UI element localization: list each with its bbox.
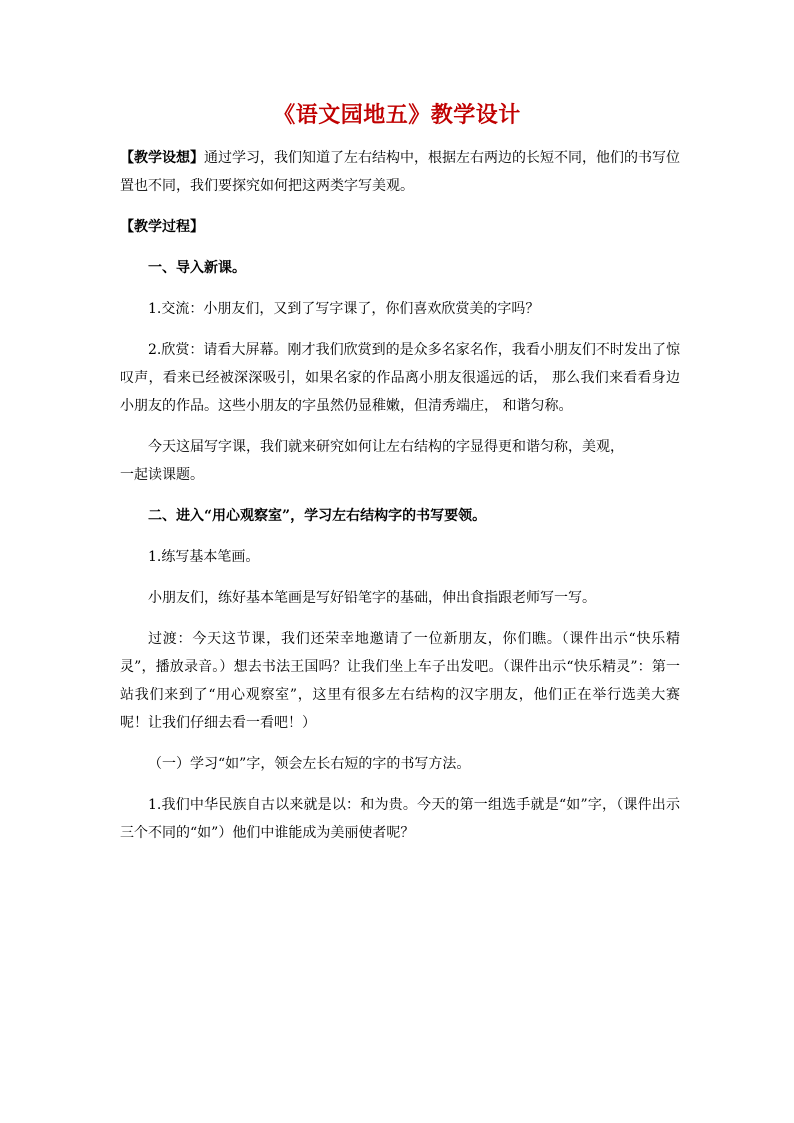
section1-today-paragraph (120, 433, 680, 489)
design-text: 通过学习，我们知道了左右结构中，根据左右两边的长短不同，他们的书写位置也不同，我们要探究如何把这两类字写美观。 (120, 150, 680, 194)
section1-item-1: 1.交流：小朋友们，又到了写字课了，你们喜欢欣赏美的字吗？ (148, 301, 540, 317)
section2-heading: 二、进入“用心观察室”，学习左右结构字的书写要领。 (148, 508, 487, 524)
document-body (120, 144, 680, 860)
section1-today-line1: 今天这届写字课，我们就来研究如何让左右结构的字显得更和谐匀称，美观， (148, 439, 624, 455)
design-paragraph (120, 144, 680, 200)
process-heading: 【教学过程】 (120, 219, 204, 235)
document-title: 《语文园地五》教学设计 (273, 102, 521, 128)
section1-item-2: 2.欣赏：请看大屏幕。刚才我们欣赏到的是众多名家名作，我看小朋友们不时发出了惊叹声，看来已经被深深吸引，如果名家的作品离小朋友很遥远的话， 那么我们来看看身边小朋友的作品。这些小朋友的字虽然仍显稚嫩，但清秀端庄， 和谐匀称。 (120, 342, 680, 414)
section1-heading: 一、导入新课。 (148, 260, 246, 276)
section2-sub1-heading: （一）学习“如”字，领会左长右短的字的书写方法。 (148, 756, 471, 772)
section1-today-line2: 一起读课题。 (120, 467, 204, 483)
section2-transition-paragraph: 过渡：今天这节课，我们还荣幸地邀请了一位新朋友，你们瞧。（课件出示“快乐精灵”，播放录音。）想去书法王国吗？让我们坐上车子出发吧。（课件出示“快乐精灵”：第一站我们来到了“用心观察室”，这里有很多左右结构的汉字朋友，他们正在举行选美大赛呢！让我们仔细去看一看吧！） (120, 631, 680, 731)
section2-sub1-item: 1.我们中华民族自古以来就是以：和为贵。今天的第一组选手就是“如”字，（课件出示三个不同的“如”）他们中谁能成为美丽使者呢？ (120, 797, 680, 841)
design-label: 【教学设想】 (120, 150, 204, 166)
section2-item-1: 1.练写基本笔画。 (148, 549, 260, 565)
section2-practice-paragraph: 小朋友们，练好基本笔画是写好铅笔字的基础，伸出食指跟老师写一写。 (148, 590, 596, 606)
